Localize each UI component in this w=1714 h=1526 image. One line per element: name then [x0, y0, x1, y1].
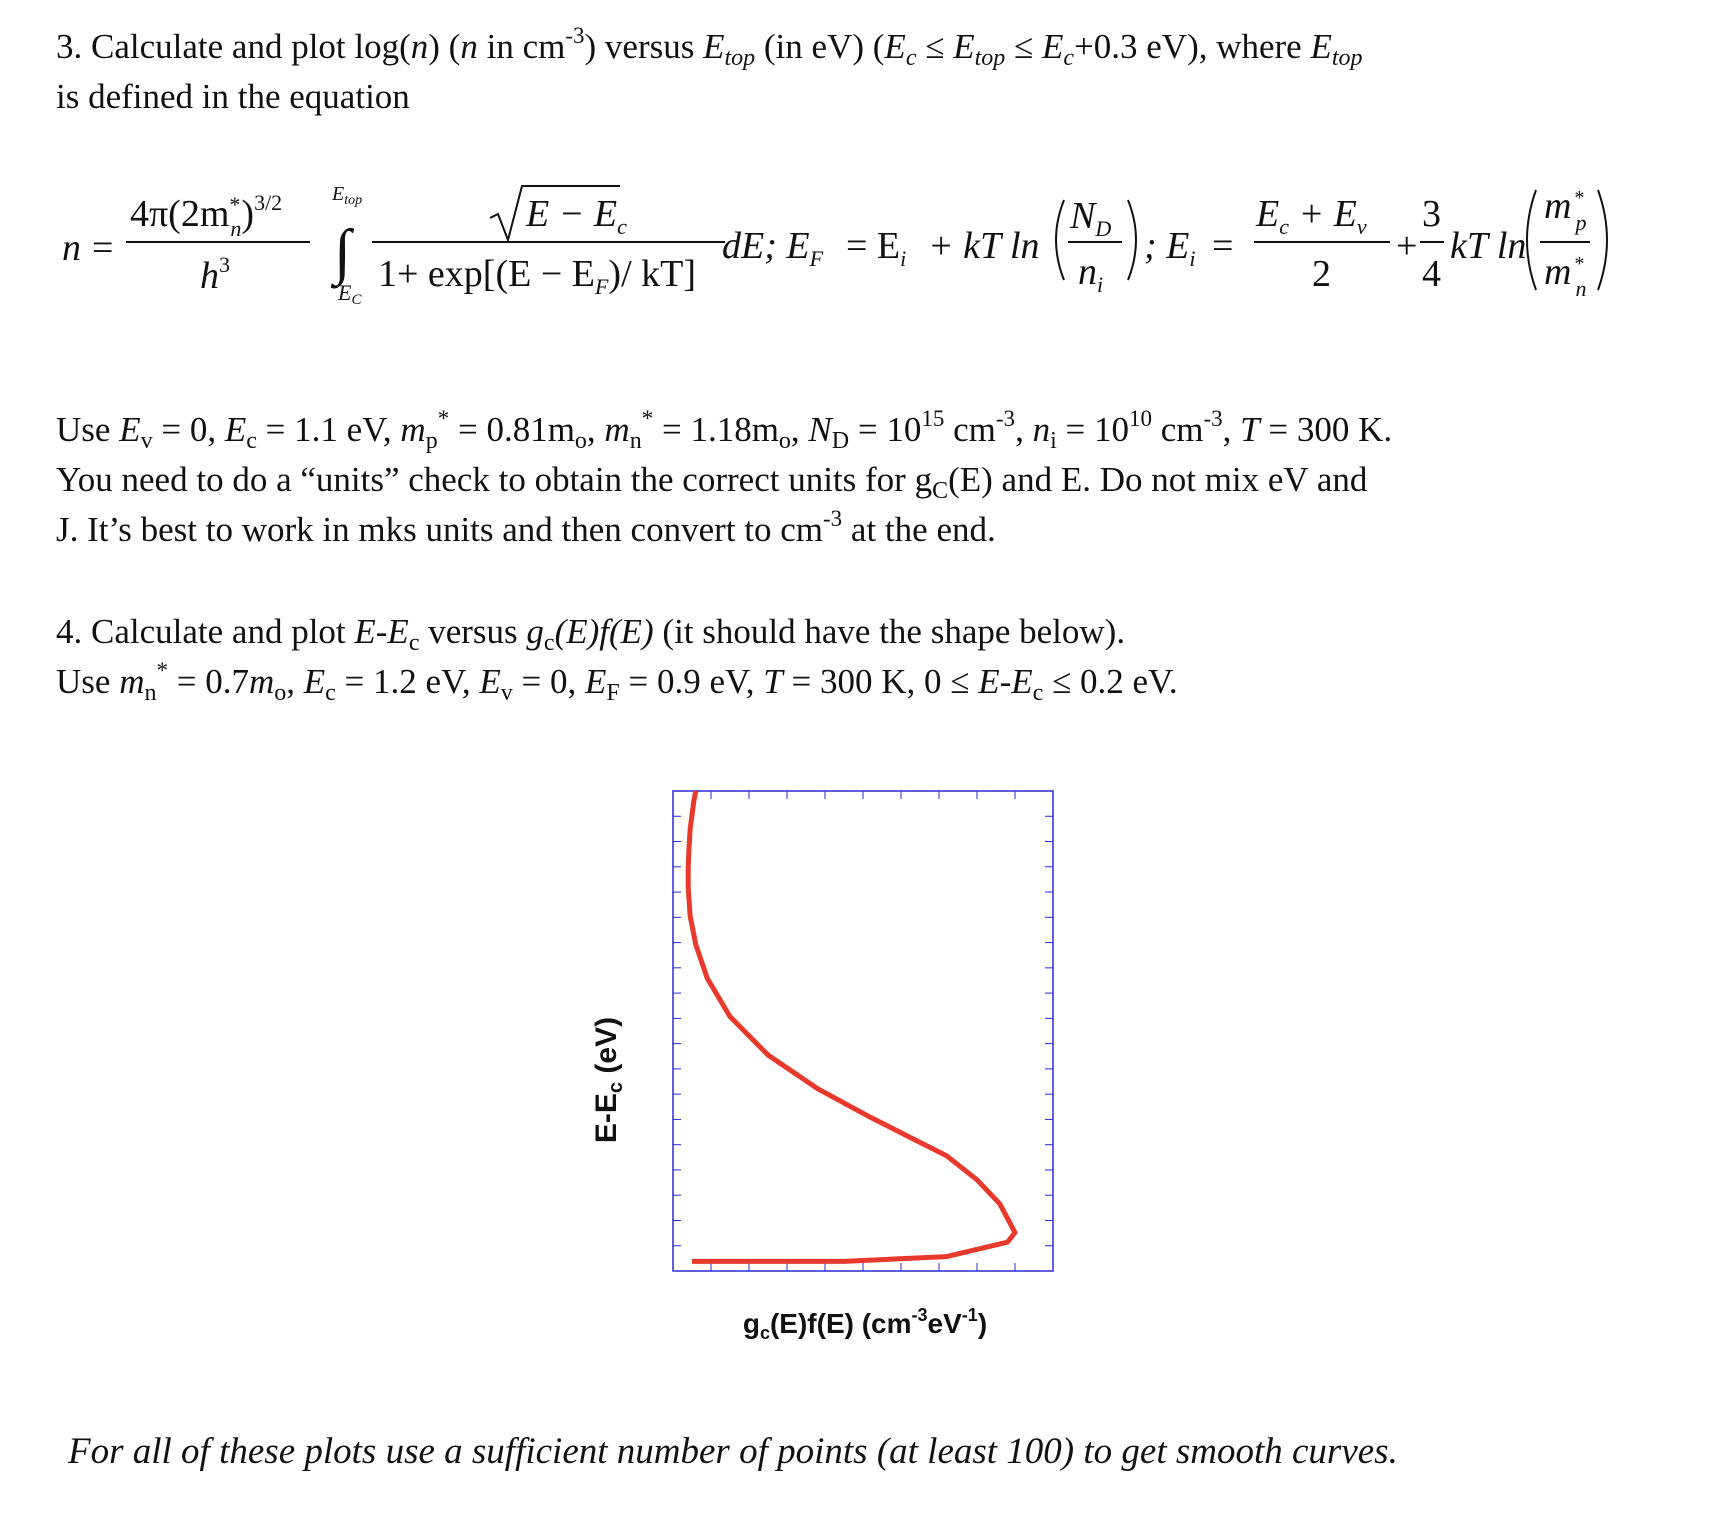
text-run: p	[425, 428, 438, 454]
text-run: = 1.18m	[653, 410, 779, 449]
text-run: g	[526, 612, 544, 651]
var-E: E	[703, 27, 725, 66]
text-run: ,	[1222, 410, 1241, 449]
text-run: 15	[921, 406, 945, 431]
text-run: m	[119, 662, 145, 701]
equation	[60, 180, 1660, 330]
text-run: *	[156, 658, 168, 683]
eq-ND: $N_D$	[1070, 195, 1112, 241]
eq-sqrt-body: $E - E_c$	[526, 193, 627, 239]
eq-two: 2	[1312, 253, 1331, 295]
text-run: = 0,	[152, 410, 225, 449]
superscript: -3	[565, 23, 585, 48]
text-run: E-E	[978, 662, 1033, 701]
problem3-line2: is defined in the equation	[56, 77, 410, 116]
eq-h3: $h^3$	[200, 252, 230, 297]
eq-kTln2: kT ln	[1450, 225, 1527, 267]
y-axis-label: $E-E_c$ (eV)	[590, 1016, 627, 1144]
eq-three: 3	[1422, 193, 1441, 235]
text-run: c	[246, 428, 257, 454]
text-run: ,	[790, 410, 809, 449]
text-run: m	[400, 410, 426, 449]
eq-int-upper: $E_{top}$	[332, 183, 363, 208]
text-run: Use	[56, 410, 120, 449]
text-run: m	[604, 410, 630, 449]
var-E: E	[884, 27, 906, 66]
text-run: E	[224, 410, 247, 449]
problem4-line2	[56, 657, 1178, 707]
text: ≤	[1005, 27, 1042, 66]
text-run: ,	[286, 662, 304, 701]
x-axis-label: $g_c(E)f(E)$ $(cm^{-3}eV^{-1})$	[742, 1305, 988, 1343]
params3-line3	[56, 505, 996, 555]
text-run: cm	[944, 410, 996, 449]
text: +0.3 eV), where	[1074, 27, 1311, 66]
footer-note: For all of these plots use a sufficient number of points (at least 100) to get smooth curves.	[68, 1431, 1398, 1472]
text: in cm	[477, 27, 566, 66]
text-run: *	[641, 406, 654, 431]
var-E: E	[953, 27, 975, 66]
eq-paren-left	[1056, 200, 1064, 280]
text-run: = 1.1 eV,	[256, 410, 401, 449]
subscript: c	[905, 45, 917, 71]
text-run: E	[119, 410, 141, 449]
text-run: -3	[1203, 406, 1223, 431]
var-n: n	[460, 27, 478, 66]
text-run: m	[248, 662, 275, 701]
text-run: n	[144, 680, 157, 706]
eq-Ec-Ev: $E_c + E_v$	[1256, 193, 1367, 239]
text-run: = 300 K.	[1259, 410, 1393, 449]
series-line	[688, 791, 1015, 1261]
text: (in eV) (	[755, 27, 885, 66]
text-run: E	[479, 662, 501, 701]
text-run: c	[408, 630, 420, 656]
text-run: = 1.2 eV,	[335, 662, 480, 701]
text-run: c	[543, 630, 555, 656]
text-run: T	[1240, 410, 1260, 449]
var-n: n	[410, 27, 429, 66]
text-run: c	[1032, 680, 1044, 706]
text-run: = 10	[1056, 410, 1129, 449]
text-run: J. It’s best to work in mks units and then convert to cm	[56, 510, 823, 549]
equation-svg	[60, 180, 1660, 330]
eq-mp: m * p	[1544, 185, 1587, 235]
problem3-line1	[56, 22, 1363, 72]
eq-dE: dE; $E_F$	[722, 225, 824, 271]
text-run: i	[1050, 428, 1057, 454]
text-run: = 0,	[512, 662, 585, 701]
eq-mn: m * n	[1544, 251, 1587, 301]
subscript: c	[1063, 45, 1075, 71]
eq-n: n	[62, 227, 81, 269]
text-run: E-E	[354, 612, 409, 651]
eq-integral-sign: ∫	[334, 218, 351, 286]
eq-four: 4	[1422, 253, 1441, 295]
text-run: (E)f(E)	[554, 612, 654, 651]
text-run: v	[500, 680, 513, 706]
eq-paren-right2	[1598, 190, 1607, 290]
params3-line1	[56, 405, 1392, 455]
eq-Ei: ; $E_i$	[1144, 225, 1196, 271]
text-run: ,	[586, 410, 605, 449]
text-run: ,	[1015, 410, 1033, 449]
text-run: versus	[419, 612, 527, 651]
eq-plus-kTln: + kT ln	[928, 225, 1040, 267]
text-run: F	[606, 680, 620, 706]
eq-equals: =	[92, 227, 114, 269]
text-run: o	[574, 428, 587, 454]
var-E: E	[1041, 27, 1064, 66]
text-run: N	[808, 410, 832, 449]
text-run: ≤ 0.2 eV.	[1043, 662, 1178, 701]
text-run: C	[932, 478, 949, 504]
text-run: Use	[56, 662, 120, 701]
text-run: (it should have the shape below).	[653, 612, 1126, 651]
text: ) (	[428, 27, 461, 66]
text-run: cm	[1151, 410, 1204, 449]
subscript: top	[974, 45, 1006, 71]
text-run: E	[303, 662, 326, 701]
eq-Ei-equals: =	[1212, 225, 1234, 267]
eq-EF-equals: = $E_i$	[846, 225, 907, 271]
eq-ni: $n_i$	[1078, 251, 1104, 297]
text-run: D	[831, 428, 850, 454]
eq-prefactor: 4π(2m* n)$^{3/2}$	[130, 190, 283, 241]
eq-denominator: $1+ \exp[(E - E_F)/$ kT]	[378, 253, 696, 299]
text-run: = 0.9 eV,	[619, 662, 764, 701]
text-run: You need to do a “units” check to obtain the correct units for g	[56, 460, 933, 499]
text-run: 4. Calculate and plot	[56, 612, 355, 651]
text-run: = 10	[849, 410, 922, 449]
subscript: top	[724, 45, 756, 71]
text-run: n	[1032, 410, 1051, 449]
text-run: = 0.7	[167, 662, 249, 701]
text-run: v	[140, 428, 153, 454]
text-run: *	[437, 406, 450, 431]
text-run: -3	[995, 406, 1016, 431]
text-run: = 0.81m	[449, 410, 575, 449]
params3-line2	[56, 455, 1367, 505]
eq-paren-left2	[1527, 190, 1536, 290]
text-run: -3	[823, 506, 843, 531]
text-run: at the end.	[842, 510, 996, 549]
subscript: top	[1331, 45, 1363, 71]
text-run: 10	[1128, 406, 1152, 431]
text-run: (E) and E. Do not mix eV and	[948, 460, 1368, 499]
var-E: E	[1310, 27, 1332, 66]
text-run: n	[629, 428, 642, 454]
text: ≤	[916, 27, 954, 66]
text-run: E	[584, 662, 607, 701]
eq-int-lower: EC	[338, 280, 362, 308]
eq-plus: +	[1396, 225, 1418, 267]
text-run: T	[763, 662, 783, 701]
text-run: o	[778, 428, 791, 454]
text-run: o	[274, 680, 287, 706]
text-run: = 300 K, 0 ≤	[782, 662, 979, 701]
text-run: c	[325, 680, 336, 706]
text: ) versus	[584, 27, 704, 66]
eq-paren-right	[1128, 200, 1136, 280]
text: Calculate and plot log(	[91, 27, 411, 66]
problem-number: 3.	[56, 27, 83, 66]
problem4-line1	[56, 607, 1125, 657]
